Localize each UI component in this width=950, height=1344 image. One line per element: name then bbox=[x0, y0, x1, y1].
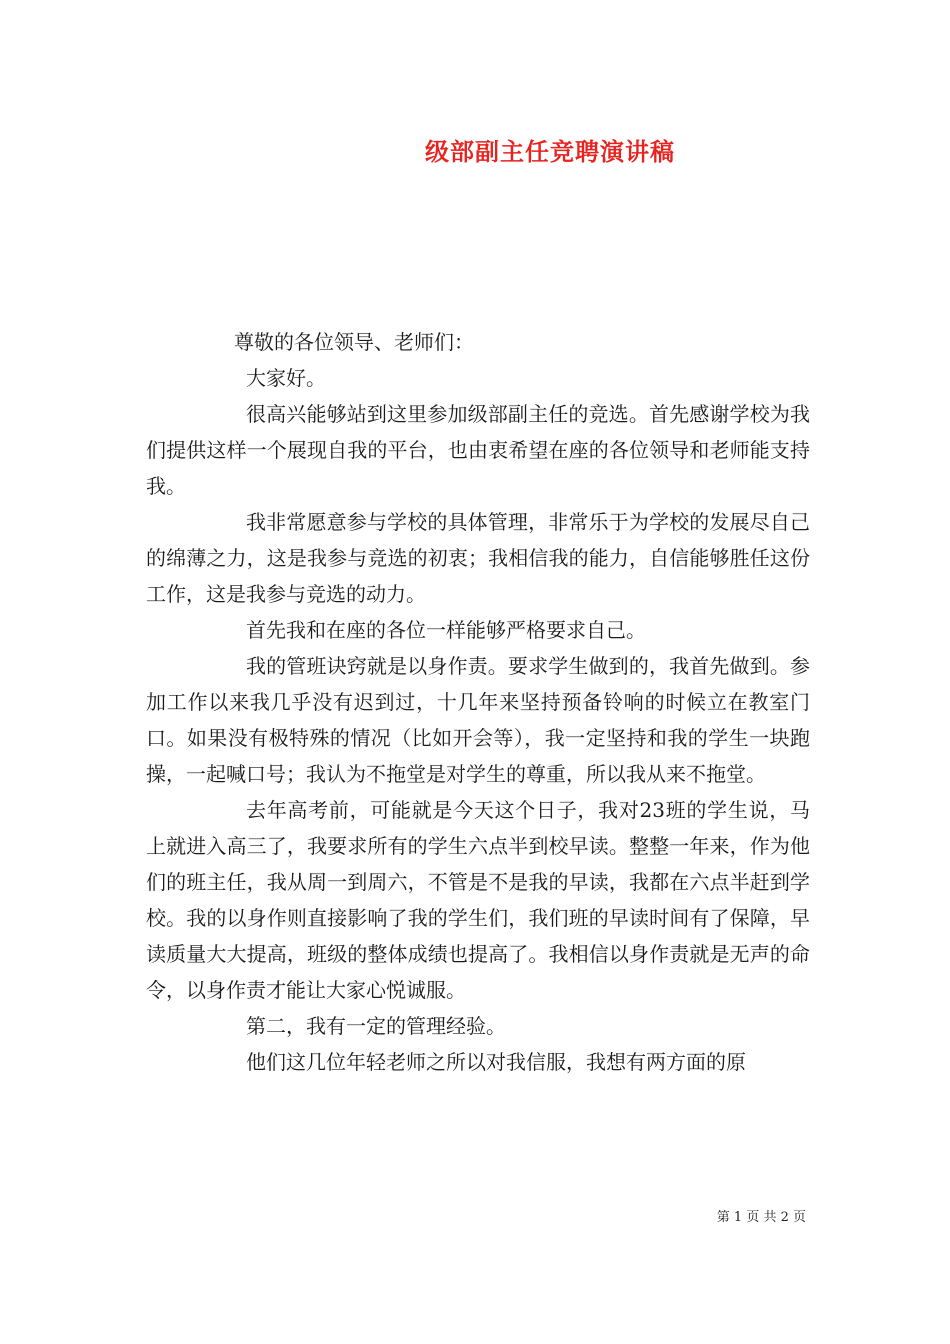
paragraph: 我的管班诀窍就是以身作责。要求学生做到的，我首先做到。参加工作以来我几乎没有迟到过，十几年来坚持预备铃响的时候立在教室门口。如果没有极特殊的情况（比如开会等），我一定坚持和我的学生一块跑操，一起喊口号；我认为不拖堂是对学生的尊重，所以我从来不拖堂。 bbox=[146, 654, 810, 786]
document-title: 级部副主任竞聘演讲稿 bbox=[425, 137, 675, 166]
paragraph: 首先我和在座的各位一样能够严格要求自己。 bbox=[246, 618, 646, 642]
paragraph: 很高兴能够站到这里参加级部副主任的竞选。首先感谢学校为我们提供这样一个展现自我的平台，也由衷希望在座的各位领导和老师能支持我。 bbox=[146, 402, 810, 498]
document-body bbox=[146, 324, 810, 1080]
paragraph: 第二，我有一定的管理经验。 bbox=[246, 1014, 506, 1038]
paragraph: 我非常愿意参与学校的具体管理，非常乐于为学校的发展尽自己的绵薄之力，这是我参与竞选的初衷；我相信我的能力，自信能够胜任这份工作，这是我参与竞选的动力。 bbox=[146, 510, 810, 606]
salutation: 尊敬的各位领导、老师们： bbox=[234, 330, 474, 354]
paragraph: 去年高考前，可能就是今天这个日子，我对23班的学生说，马上就进入高三了，我要求所有的学生六点半到校早读。整整一年来，作为他们的班主任，我从周一到周六，不管是不是我的早读，我都在六点半赶到学校。我的以身作则直接影响了我的学生们，我们班的早读时间有了保障，早读质量大大提高，班级的整体成绩也提高了。我相信以身作责就是无声的命令，以身作责才能让大家心悦诚服。 bbox=[146, 798, 810, 1002]
paragraph: 他们这几位年轻老师之所以对我信服，我想有两方面的原 bbox=[246, 1050, 746, 1074]
page-number: 第 1 页 共 2 页 bbox=[716, 1210, 806, 1225]
greeting: 大家好。 bbox=[246, 366, 326, 390]
